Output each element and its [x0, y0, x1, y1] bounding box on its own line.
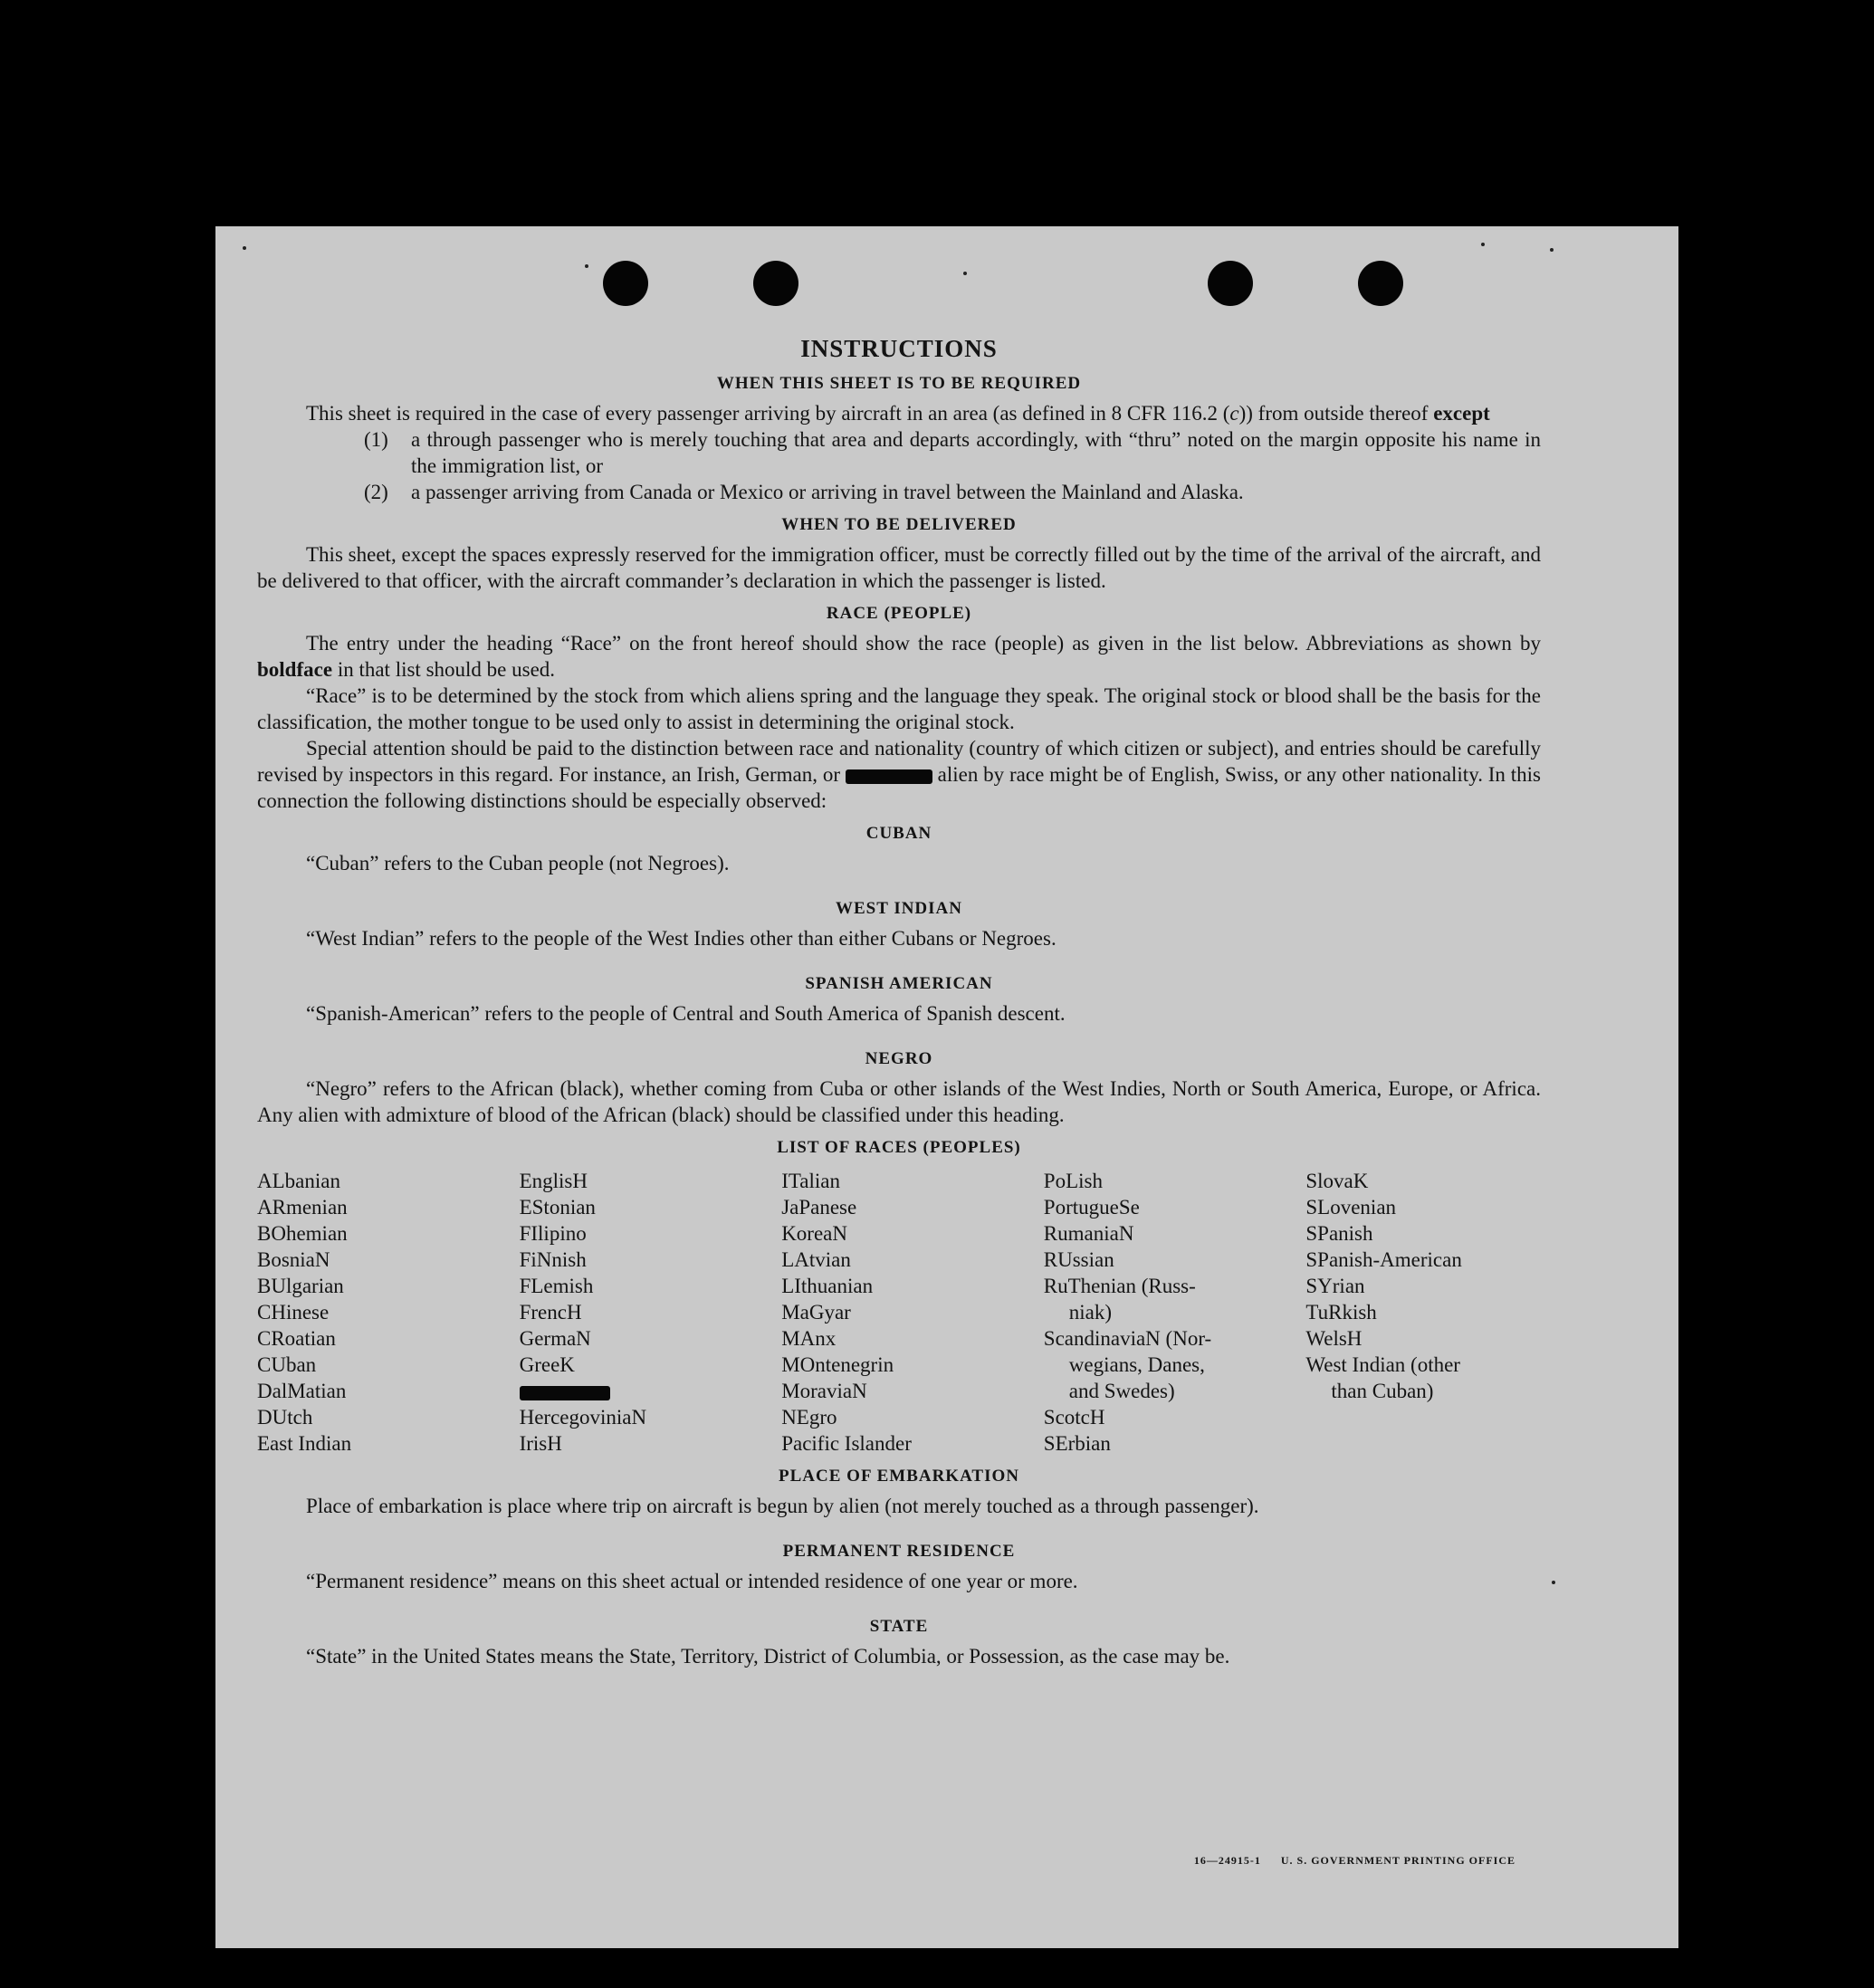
race-item: MOntenegrin — [781, 1353, 894, 1376]
race-item: GreeK — [519, 1353, 575, 1376]
exception-item-2: (2) a passenger arriving from Canada or Mexico or arriving in travel between the Mainland and Alaska. — [364, 481, 1244, 503]
race-item: West Indian (other — [1305, 1353, 1460, 1376]
state-definition: “State” in the United States means the State, Territory, District of Columbia, or Possession, as the case may be. — [306, 1645, 1230, 1668]
race-column-2 — [520, 1168, 782, 1457]
race-item: ARmenian — [257, 1196, 348, 1219]
residence-definition: “Permanent residence” means on this sheet actual or intended residence of one year or more. — [306, 1570, 1078, 1592]
section-heading-when-required: WHEN THIS SHEET IS TO BE REQUIRED — [716, 374, 1082, 393]
race-item: FrencH — [519, 1301, 582, 1324]
redaction-mark — [846, 769, 932, 784]
section-heading-delivery: WHEN TO BE DELIVERED — [781, 515, 1017, 534]
race-item: RUssian — [1043, 1248, 1114, 1271]
section-heading-residence: PERMANENT RESIDENCE — [782, 1542, 1016, 1561]
race-item: WelsH — [1305, 1327, 1362, 1350]
negro-definition: “Negro” refers to the African (black), whether coming from Cuba or other islands of the West Indies, North or South America, Europe, or Africa. Any alien with admixture of blood of the African (black) should be classified under this heading. — [257, 1077, 1541, 1126]
spanish-american-definition: “Spanish-American” refers to the people of Central and South America of Spanish descent. — [306, 1002, 1066, 1025]
race-item: IrisH — [519, 1432, 562, 1455]
punch-hole — [603, 261, 648, 306]
race-item: EStonian — [519, 1196, 596, 1219]
race-paragraph-2: “Race” is to be determined by the stock from which aliens spring and the language they speak. The original stock or blood shall be the basis for the classification, the mother tongue to be used only to assist in determining the original stock. — [257, 684, 1541, 733]
race-item: BUlgarian — [257, 1275, 344, 1297]
redaction-mark — [520, 1386, 610, 1400]
delivery-paragraph: This sheet, except the spaces expressly reserved for the immigration officer, must be correctly filled out by the time of the arrival of the aircraft, and be delivered to that officer, with the aircraft commander’s declaration in which the passenger is listed. — [257, 543, 1541, 592]
race-item: SPanish — [1305, 1222, 1373, 1245]
race-item: MoraviaN — [781, 1380, 867, 1402]
speck — [1550, 248, 1554, 252]
race-item-redacted — [520, 1378, 782, 1404]
race-item-continuation: niak) — [1068, 1301, 1113, 1324]
race-item: ALbanian — [257, 1170, 340, 1192]
race-item: ScotcH — [1043, 1406, 1105, 1429]
speck — [585, 264, 588, 268]
printer-footer — [1174, 1854, 1515, 1868]
race-item: CHinese — [257, 1301, 330, 1324]
race-column-1 — [257, 1168, 520, 1457]
section-heading-negro: NEGRO — [865, 1049, 933, 1068]
race-column-3 — [781, 1168, 1044, 1457]
section-heading-race-list: LIST OF RACES (PEOPLES) — [777, 1138, 1021, 1157]
west-indian-definition: “West Indian” refers to the people of the West Indies other than either Cubans or Negroes. — [306, 927, 1057, 950]
section-heading-state: STATE — [869, 1617, 929, 1636]
race-item: ITalian — [781, 1170, 840, 1192]
exception-item-1: (1) a through passenger who is merely touching that area and departs accordingly, with “thru” noted on the margin opposite his name in the immigration list, or — [364, 428, 1541, 477]
race-item: FLemish — [519, 1275, 594, 1297]
punch-hole — [1358, 261, 1403, 306]
cuban-definition: “Cuban” refers to the Cuban people (not Negroes). — [306, 852, 730, 875]
race-item: BOhemian — [257, 1222, 348, 1245]
section-heading-cuban: CUBAN — [865, 824, 932, 843]
race-item: KoreaN — [781, 1222, 847, 1245]
race-item: East Indian — [257, 1432, 352, 1455]
speck — [1481, 243, 1485, 246]
race-item: CRoatian — [257, 1327, 336, 1350]
requirement-paragraph: This sheet is required in the case of every passenger arriving by aircraft in an area (as defined in 8 CFR 116.2 (c)) from outside thereof except — [306, 402, 1490, 425]
section-heading-west-indian: WEST INDIAN — [836, 899, 962, 918]
race-item: MaGyar — [781, 1301, 851, 1324]
race-item: JaPanese — [781, 1196, 857, 1219]
race-item: RumaniaN — [1043, 1222, 1134, 1245]
race-item: ScandinaviaN (Nor- — [1043, 1327, 1212, 1350]
race-item: SYrian — [1305, 1275, 1365, 1297]
race-paragraph-3: Special attention should be paid to the distinction between race and nationality (country of which citizen or subject), and entries should be carefully revised by inspectors in this regard. For instance, an Irish, German, or alien by race might be of English, Swiss, or any other nationality. In this connection the following distinctions should be especially observed: — [257, 737, 1541, 812]
race-item-continuation: wegians, Danes, — [1068, 1353, 1205, 1376]
race-item: CUban — [257, 1353, 317, 1376]
speck — [963, 272, 967, 275]
section-heading-race: RACE (PEOPLE) — [826, 604, 972, 623]
document-title: INSTRUCTIONS — [800, 335, 998, 362]
section-heading-spanish-american: SPANISH AMERICAN — [805, 974, 993, 993]
race-column-4 — [1044, 1168, 1306, 1457]
punch-hole — [1208, 261, 1253, 306]
race-item: GermaN — [519, 1327, 591, 1350]
speck — [243, 246, 246, 250]
form-number: 16—24915-1 — [1193, 1854, 1261, 1867]
race-paragraph-1: The entry under the heading “Race” on the front hereof should show the race (people) as given in the list below. Abbreviations as shown by boldface in that list should be used. — [257, 632, 1541, 681]
race-item: RuThenian (Russ- — [1043, 1275, 1196, 1297]
race-item: BosniaN — [257, 1248, 330, 1271]
race-item: SlovaK — [1305, 1170, 1369, 1192]
embarkation-definition: Place of embarkation is place where trip on aircraft is begun by alien (not merely touched as a through passenger). — [306, 1495, 1259, 1517]
race-item: EnglisH — [519, 1170, 588, 1192]
race-item: LIthuanian — [781, 1275, 874, 1297]
race-item: SPanish-American — [1305, 1248, 1462, 1271]
printer-name: U. S. GOVERNMENT PRINTING OFFICE — [1280, 1854, 1515, 1867]
punch-hole — [753, 261, 798, 306]
race-item: TuRkish — [1305, 1301, 1377, 1324]
race-item: PoLish — [1043, 1170, 1103, 1192]
race-list — [257, 1168, 1541, 1457]
race-item: MAnx — [781, 1327, 837, 1350]
section-heading-embarkation: PLACE OF EMBARKATION — [779, 1467, 1019, 1486]
race-item: LAtvian — [781, 1248, 851, 1271]
race-item: SErbian — [1043, 1432, 1111, 1455]
race-item: HercegoviniaN — [519, 1406, 647, 1429]
race-item: Pacific Islander — [781, 1432, 912, 1455]
race-item-continuation: and Swedes) — [1068, 1380, 1175, 1402]
document-body — [257, 333, 1541, 1669]
race-item: NEgro — [781, 1406, 837, 1429]
race-item: FIlipino — [519, 1222, 587, 1245]
instruction-sheet — [215, 226, 1678, 1948]
race-item: DalMatian — [257, 1380, 347, 1402]
race-item: DUtch — [257, 1406, 313, 1429]
race-item-continuation: than Cuban) — [1331, 1380, 1434, 1402]
race-item: FiNnish — [519, 1248, 587, 1271]
race-item: SLovenian — [1305, 1196, 1397, 1219]
race-item: PortugueSe — [1043, 1196, 1140, 1219]
race-column-5 — [1305, 1168, 1541, 1457]
speck — [1552, 1581, 1555, 1584]
